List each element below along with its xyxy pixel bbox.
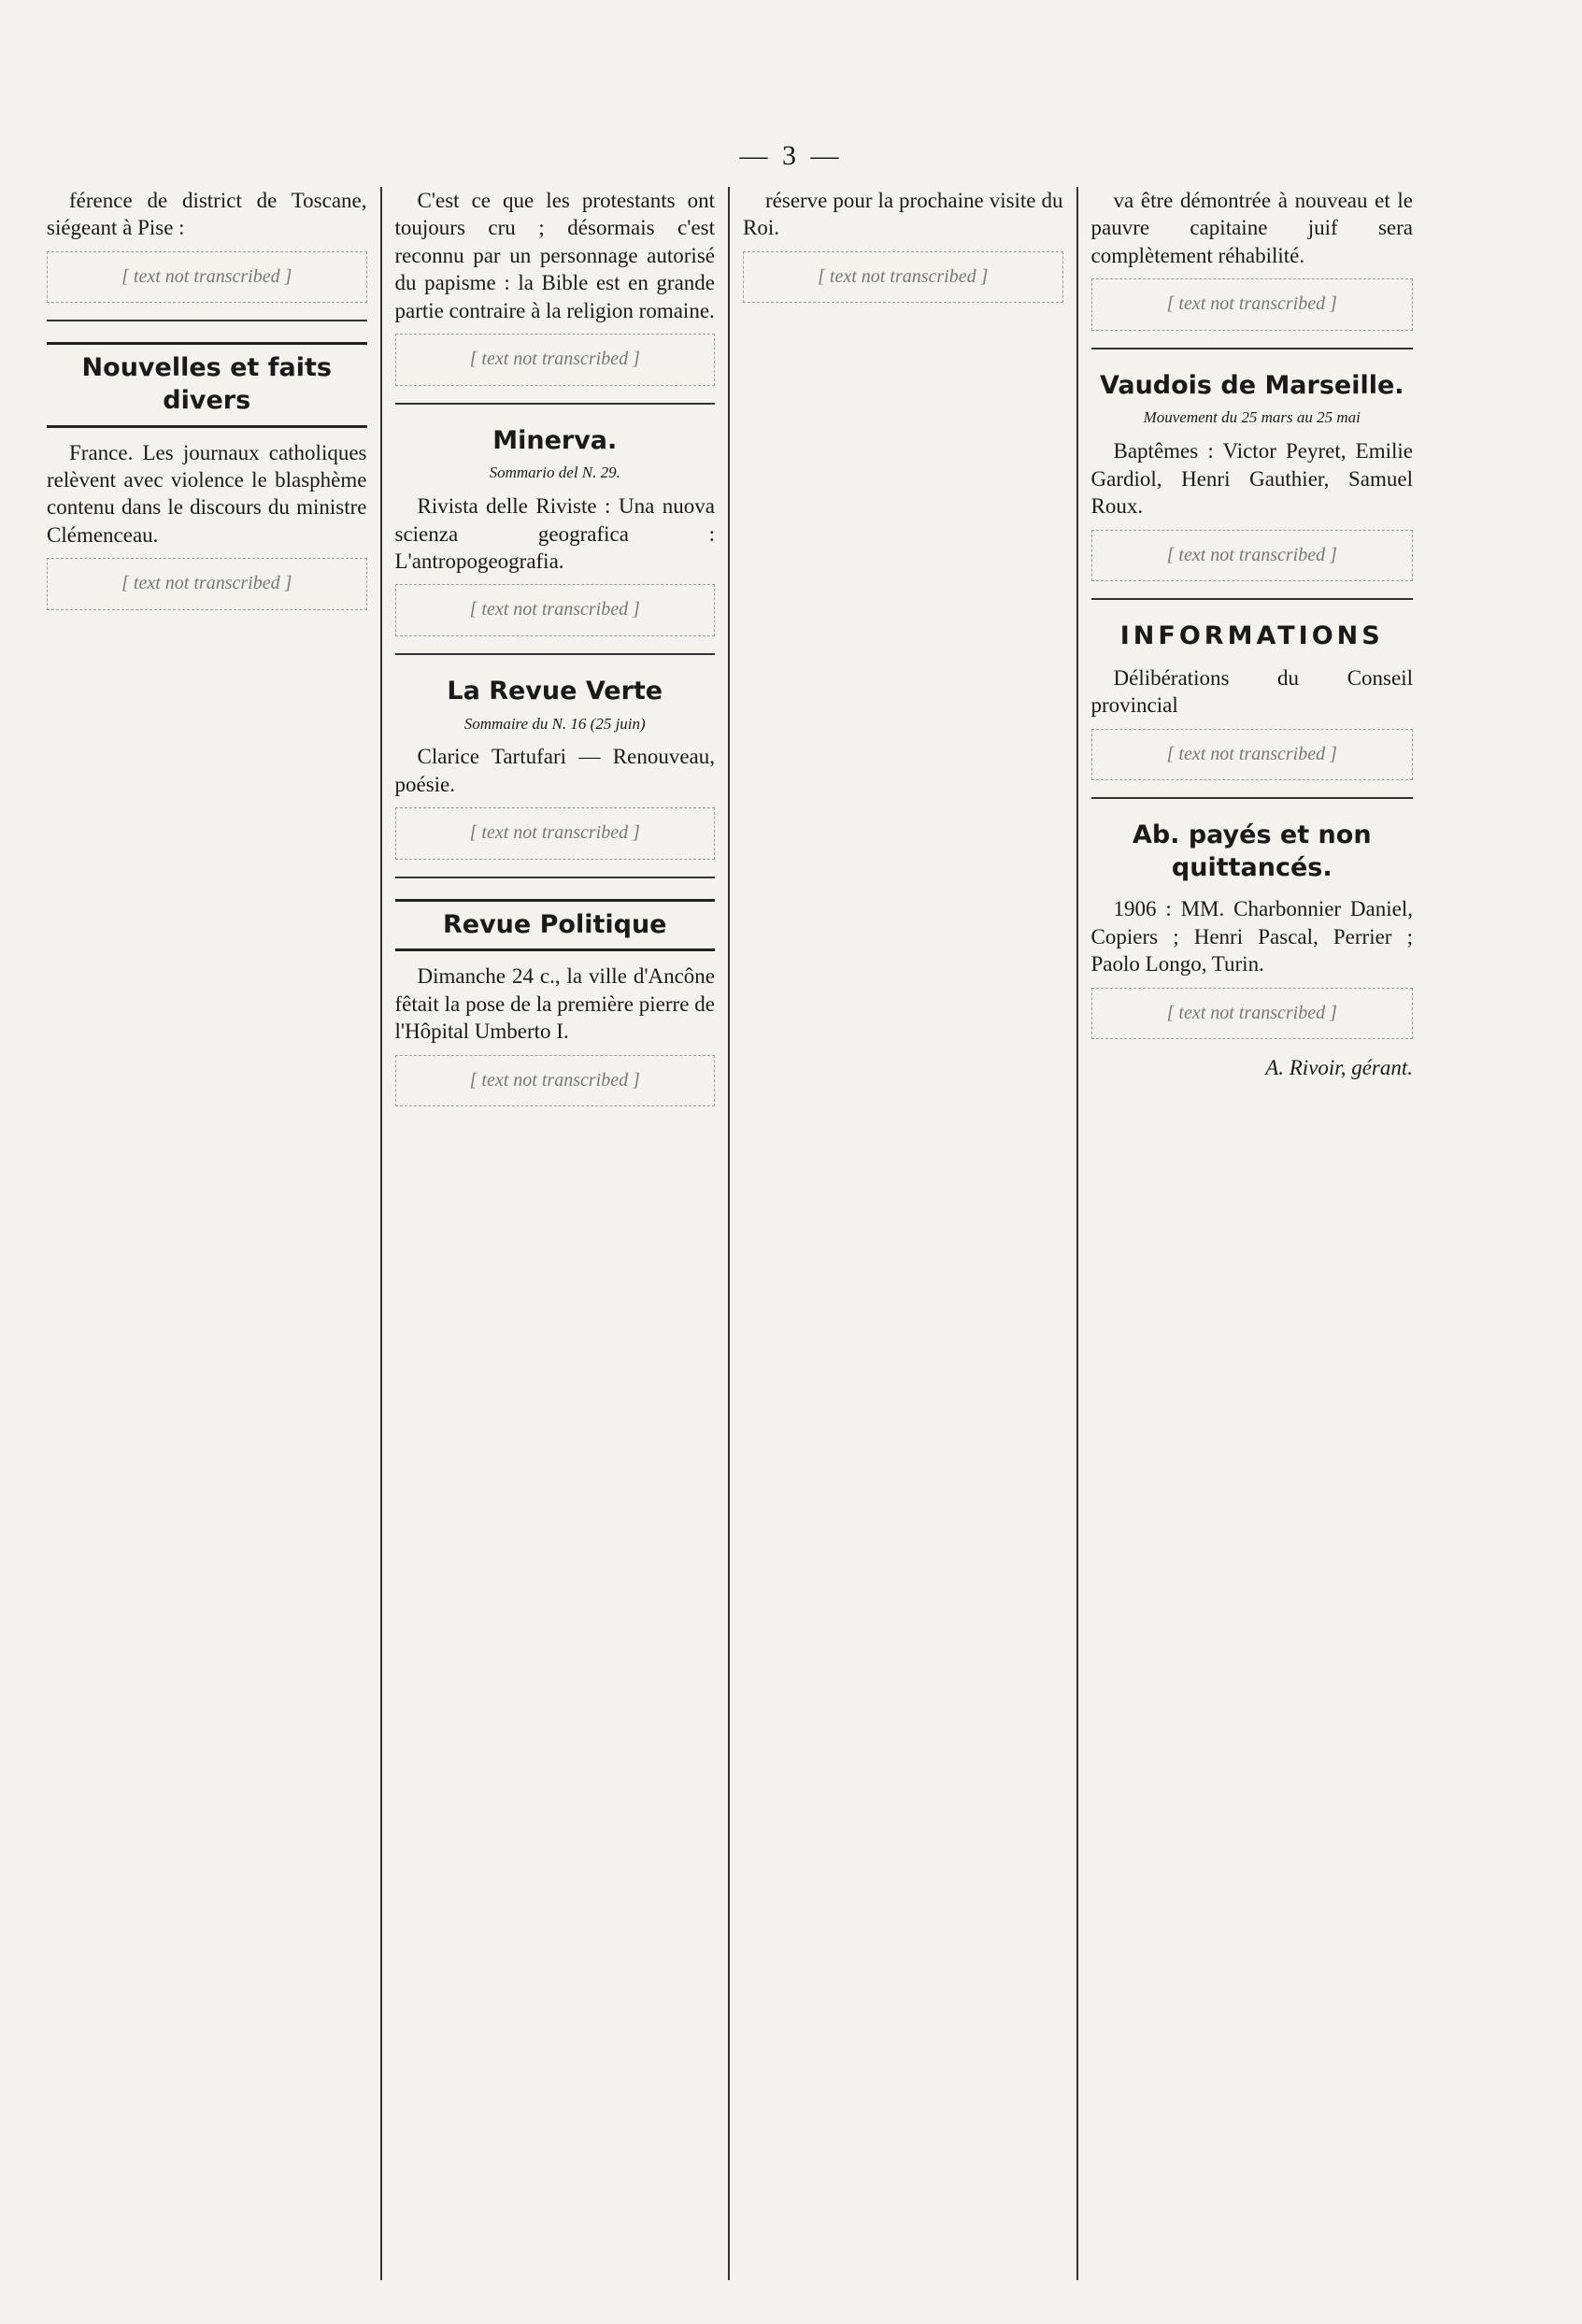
untranscribed-text: [ text not transcribed ] [1091,530,1414,582]
section-lead: Dimanche 24 c., la ville d'Ancône fêtait la pose de la première pierre de l'Hôpital Umberto I. [394,964,715,1044]
untranscribed-text: [ text not transcribed ] [1091,729,1414,781]
untranscribed-text: [ text not transcribed ] [1091,988,1414,1040]
section-lead: va être démontrée à nouveau et le pauvre capitaine juif sera complètement réhabilité. [1090,189,1413,267]
untranscribed-text: [ text not transcribed ] [395,807,716,860]
section-lead: Délibérations du Conseil provincial [1090,665,1413,718]
column-2 [382,187,731,2280]
section-heading: Vaudois de Marseille. [1099,370,1404,400]
section-subtitle: Sommaire du N. 16 (25 juin) [463,714,646,733]
section-heading: Nouvelles et faits divers [47,342,367,427]
untranscribed-text: [ text not transcribed ] [1091,278,1414,331]
section-lead: France. Les journaux catholiques relèvent avec violence le blasphème contenu dans le discours du ministre Clémenceau. [47,440,367,547]
section-subtitle: Sommario del N. 29. [489,463,620,482]
untranscribed-text: [ text not transcribed ] [47,251,367,304]
section-heading: INFORMATIONS [1119,621,1384,651]
section-lead: Rivista delle Riviste : Una nuova scienza geografica : L'antropogeografia. [394,494,715,573]
section-subtitle: Mouvement du 25 mars au 25 mai [1143,408,1361,427]
signature: A. Rivoir, gérant. [1265,1056,1413,1080]
column-4 [1078,187,1427,2280]
untranscribed-text: [ text not transcribed ] [743,251,1063,304]
column-1 [34,187,382,2280]
text-columns [34,187,1426,2280]
page-number: — 3 — [739,140,843,171]
untranscribed-text: [ text not transcribed ] [47,558,367,610]
untranscribed-text: [ text not transcribed ] [395,334,716,386]
untranscribed-text: [ text not transcribed ] [395,1055,716,1107]
section-lead: Clarice Tartufari — Renouveau, poésie. [394,745,715,796]
section-lead: férence de district de Toscane, siégeant à Pise : [47,189,367,240]
section-lead: C'est ce que les protestants ont toujours cru ; désormais c'est reconnu par un personnage autorisé du papisme : la Bible est en grande partie contraire à la religion romaine. [394,189,715,322]
column-3 [730,187,1078,2280]
section-heading: Revue Politique [395,899,716,952]
section-heading: La Revue Verte [447,676,663,706]
section-lead: réserve pour la prochaine visite du Roi. [743,189,1063,240]
section-heading: Ab. payés et non quittancés. [1132,820,1372,882]
section-heading: Minerva. [492,425,618,455]
section-lead: 1906 : MM. Charbonnier Daniel, Copiers ; Henri Pascal, Perrier ; Paolo Longo, Turin. [1090,897,1413,977]
section-lead: Baptêmes : Victor Peyret, Emilie Gardiol, Henri Gauthier, Samuel Roux. [1090,439,1413,519]
untranscribed-text: [ text not transcribed ] [395,584,716,636]
